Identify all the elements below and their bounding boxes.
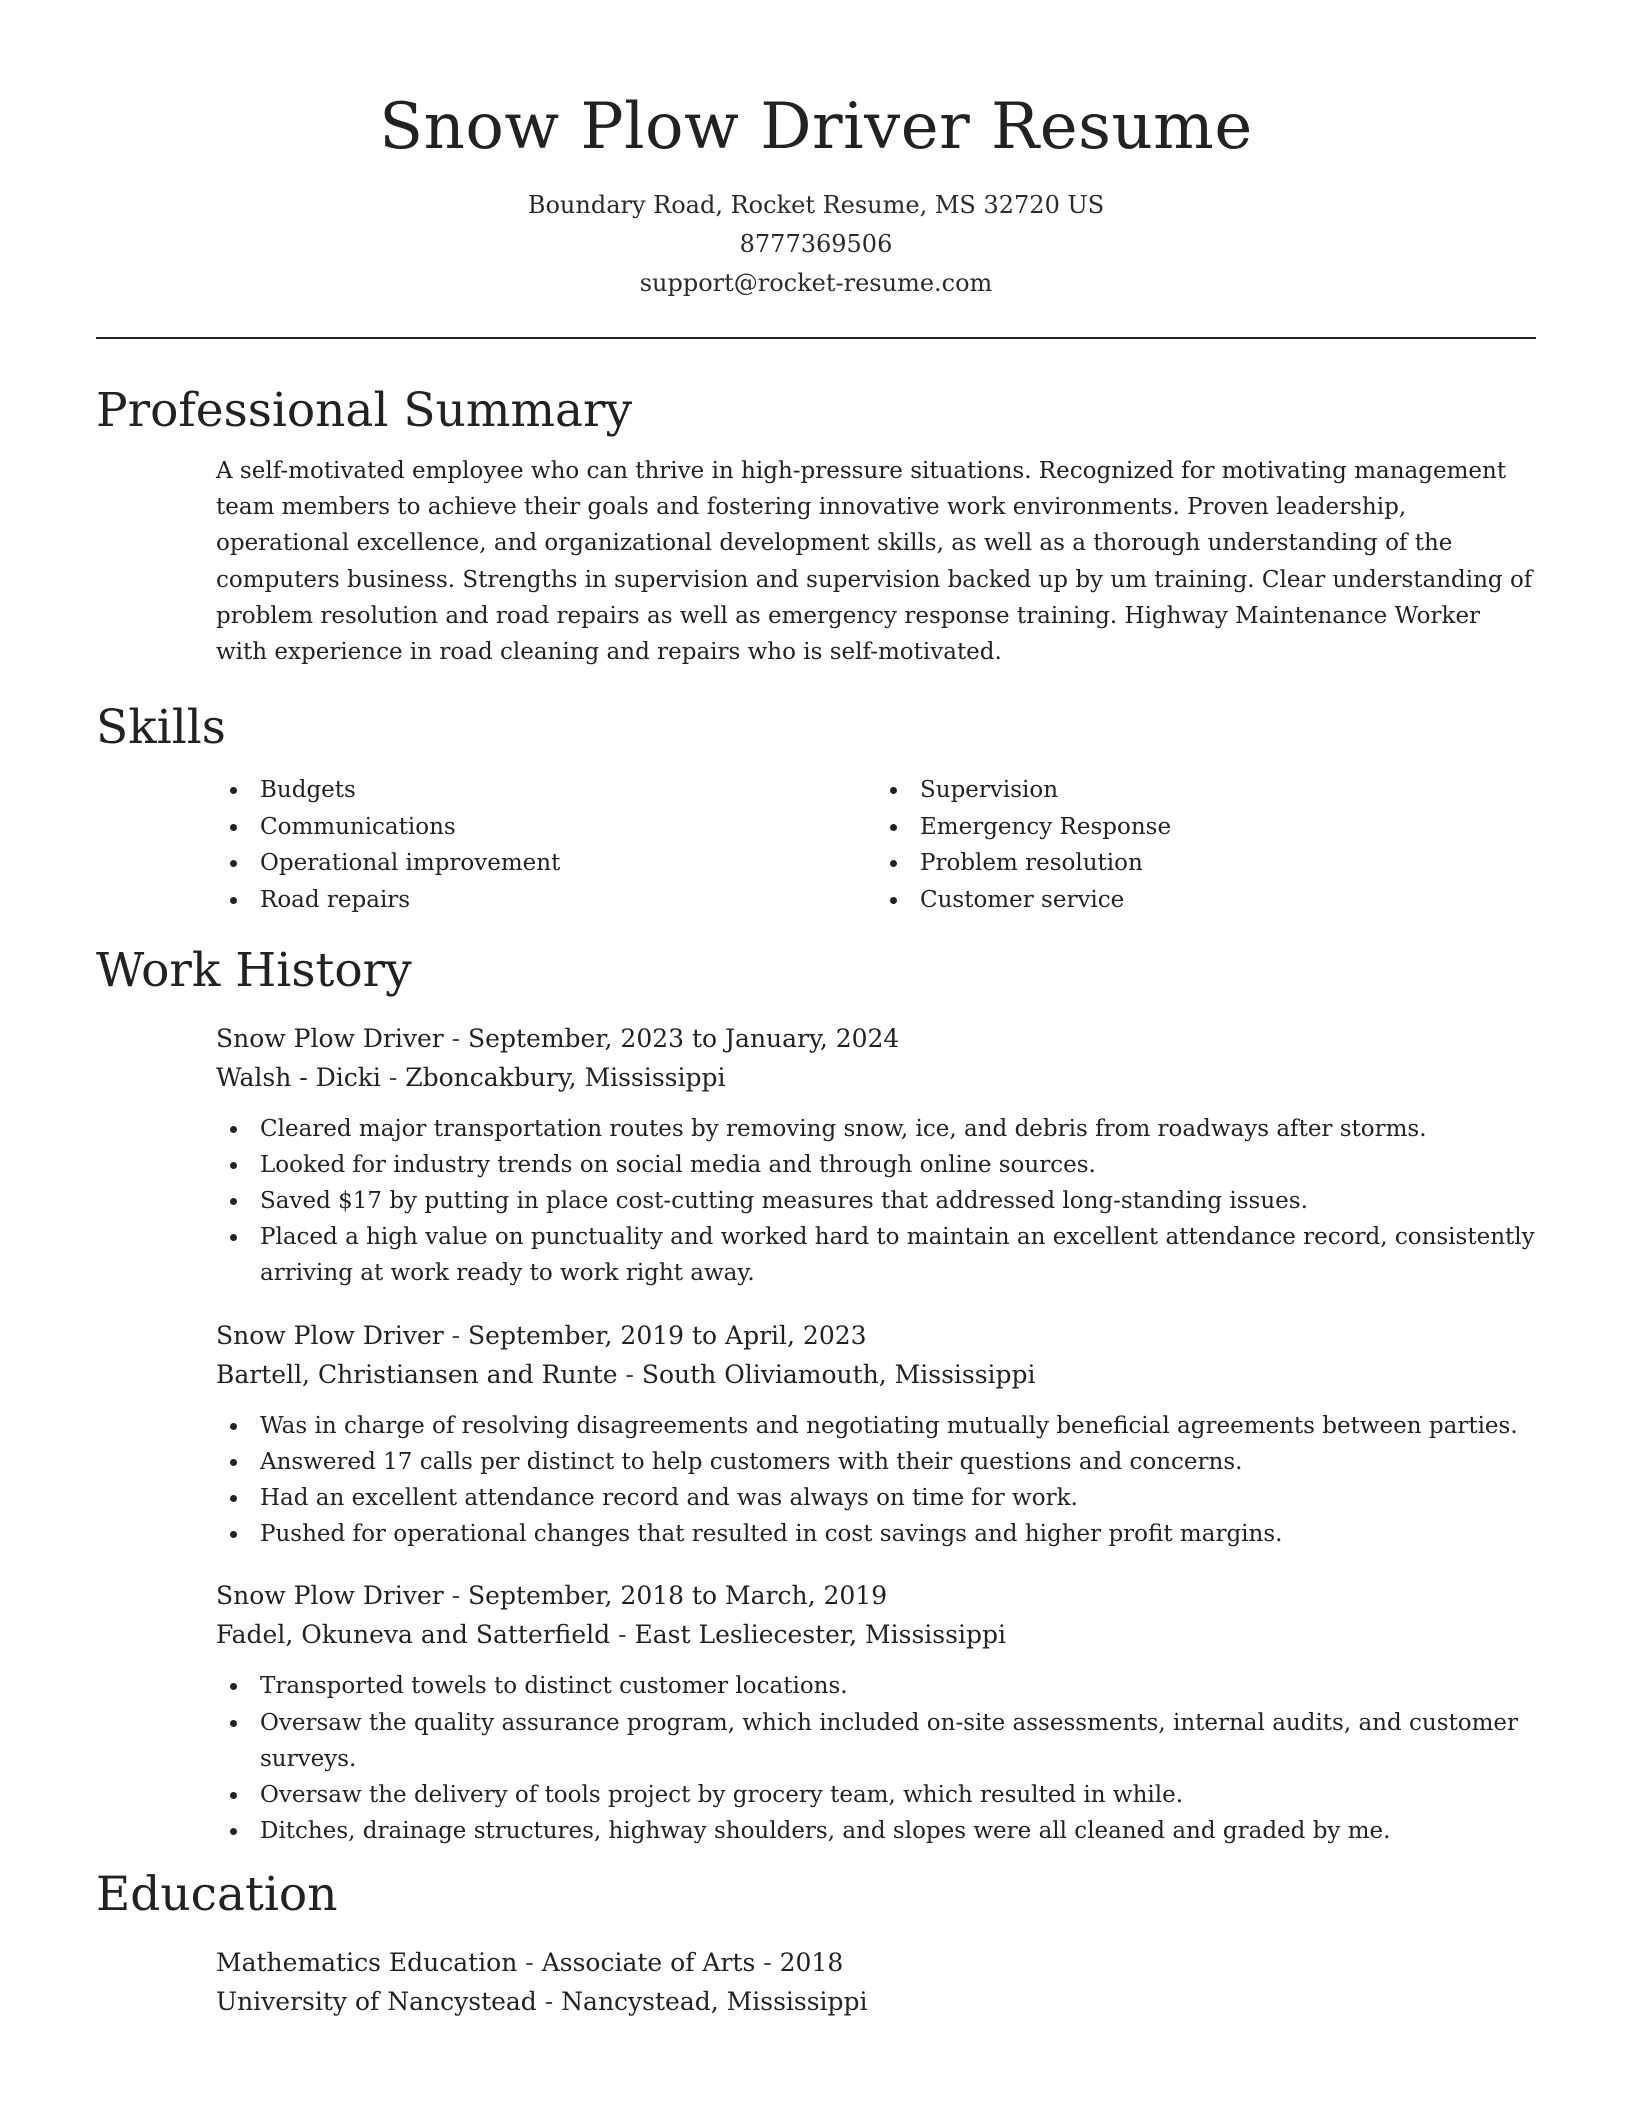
job-bullet: Transported towels to distinct customer locations. bbox=[260, 1668, 1536, 1704]
contact-block bbox=[96, 186, 1536, 303]
job-bullet: Oversaw the delivery of tools project by grocery team, which resulted in while. bbox=[260, 1777, 1536, 1813]
skills-list-right bbox=[876, 772, 1536, 918]
education-location: Nancystead, Mississippi bbox=[561, 1987, 868, 2017]
work-history-section bbox=[96, 941, 1536, 1850]
job-location: East Lesliecester, Mississippi bbox=[634, 1620, 1006, 1650]
job-dates: September, 2018 to March, 2019 bbox=[468, 1581, 888, 1611]
job-company: Walsh - Dicki bbox=[216, 1062, 381, 1092]
job-entry bbox=[216, 1316, 1536, 1553]
skill-item: Road repairs bbox=[260, 882, 876, 919]
job-dates: September, 2019 to April, 2023 bbox=[468, 1320, 867, 1350]
skill-item: Customer service bbox=[920, 882, 1536, 919]
summary-text: A self-motivated employee who can thrive in high-pressure situations. Recognized for motivating management team members to achieve their goals and fostering innovative work environments. Proven leadership, operational excellence, and organizational development skills, as well as a thorough understanding of the computers business. Strengths in supervision and supervision backed up by um training. Clear understanding of problem resolution and road repairs as well as emergency response training. Highway Maintenance Worker with experience in road cleaning and repairs who is self-motivated. bbox=[216, 458, 1533, 666]
education-degree-line: Mathematics Education - Associate of Arts - 2018 bbox=[216, 1948, 844, 1978]
job-bullet: Was in charge of resolving disagreements and negotiating mutually beneficial agreements between parties. bbox=[260, 1408, 1536, 1444]
job-title-line: Snow Plow Driver - September, 2018 to March, 2019 bbox=[216, 1581, 888, 1611]
job-bullets bbox=[216, 1668, 1536, 1849]
skill-item: Supervision bbox=[920, 772, 1536, 809]
skills-list-left bbox=[216, 772, 876, 918]
contact-email: support@rocket-resume.com bbox=[639, 269, 993, 297]
education-heading: Education bbox=[96, 1867, 338, 1923]
job-bullet: Looked for industry trends on social media and through online sources. bbox=[260, 1147, 1536, 1183]
contact-phone: 8777369506 bbox=[739, 230, 893, 258]
job-company-line: Bartell, Christiansen and Runte - South Oliviamouth, Mississippi bbox=[216, 1359, 1036, 1389]
education-field: Mathematics Education bbox=[216, 1948, 518, 1978]
job-location: South Oliviamouth, Mississippi bbox=[641, 1359, 1036, 1389]
summary-section bbox=[96, 381, 1536, 670]
job-title-line: Snow Plow Driver - September, 2023 to January, 2024 bbox=[216, 1023, 900, 1053]
education-school: University of Nancystead bbox=[216, 1987, 537, 2017]
job-bullet: Saved $17 by putting in place cost-cutting measures that addressed long-standing issues. bbox=[260, 1183, 1536, 1219]
resume-title: Snow Plow Driver Resume bbox=[379, 90, 1253, 164]
education-entry bbox=[216, 1943, 1536, 2021]
education-degree: Associate of Arts bbox=[541, 1948, 756, 1978]
job-dates: September, 2023 to January, 2024 bbox=[468, 1023, 900, 1053]
job-company-line: Walsh - Dicki - Zboncakbury, Mississippi bbox=[216, 1062, 726, 1092]
job-title: Snow Plow Driver bbox=[216, 1581, 444, 1611]
header-divider bbox=[96, 337, 1536, 339]
skills-section bbox=[96, 698, 1536, 918]
summary-heading: Professional Summary bbox=[96, 383, 633, 438]
job-bullet: Had an excellent attendance record and was always on time for work. bbox=[260, 1480, 1536, 1516]
job-title: Snow Plow Driver bbox=[216, 1320, 444, 1350]
skill-item: Operational improvement bbox=[260, 845, 876, 882]
job-bullet: Placed a high value on punctuality and worked hard to maintain an excellent attendance record, consistently arriving at work ready to work right away. bbox=[260, 1219, 1536, 1291]
job-company: Bartell, Christiansen and Runte bbox=[216, 1359, 618, 1389]
education-section bbox=[96, 1865, 1536, 2021]
job-bullet: Cleared major transportation routes by removing snow, ice, and debris from roadways after storms. bbox=[260, 1111, 1536, 1147]
skill-item: Problem resolution bbox=[920, 845, 1536, 882]
job-title-line: Snow Plow Driver - September, 2019 to April, 2023 bbox=[216, 1320, 867, 1350]
job-bullets bbox=[216, 1408, 1536, 1553]
education-year: 2018 bbox=[779, 1948, 844, 1978]
job-title: Snow Plow Driver bbox=[216, 1023, 444, 1053]
education-school-line: University of Nancystead - Nancystead, Mississippi bbox=[216, 1987, 868, 2017]
skill-item: Emergency Response bbox=[920, 809, 1536, 846]
job-entry bbox=[216, 1576, 1536, 1849]
job-company: Fadel, Okuneva and Satterfield bbox=[216, 1620, 611, 1650]
work-history-heading: Work History bbox=[96, 942, 412, 998]
skill-item: Communications bbox=[260, 809, 876, 846]
contact-address: Boundary Road, Rocket Resume, MS 32720 US bbox=[527, 191, 1105, 219]
resume-page bbox=[96, 0, 1536, 2021]
job-location: Zboncakbury, Mississippi bbox=[405, 1062, 726, 1092]
job-entry bbox=[216, 1019, 1536, 1292]
skills-heading: Skills bbox=[96, 700, 226, 756]
job-bullet: Ditches, drainage structures, highway shoulders, and slopes were all cleaned and graded by me. bbox=[260, 1813, 1536, 1849]
skills-grid bbox=[216, 772, 1536, 918]
skill-item: Budgets bbox=[260, 772, 876, 809]
job-bullet: Pushed for operational changes that resulted in cost savings and higher profit margins. bbox=[260, 1516, 1536, 1552]
job-company-line: Fadel, Okuneva and Satterfield - East Lesliecester, Mississippi bbox=[216, 1620, 1006, 1650]
job-bullet: Answered 17 calls per distinct to help customers with their questions and concerns. bbox=[260, 1444, 1536, 1480]
job-bullet: Oversaw the quality assurance program, which included on-site assessments, internal audits, and customer surveys. bbox=[260, 1705, 1536, 1777]
job-bullets bbox=[216, 1111, 1536, 1292]
